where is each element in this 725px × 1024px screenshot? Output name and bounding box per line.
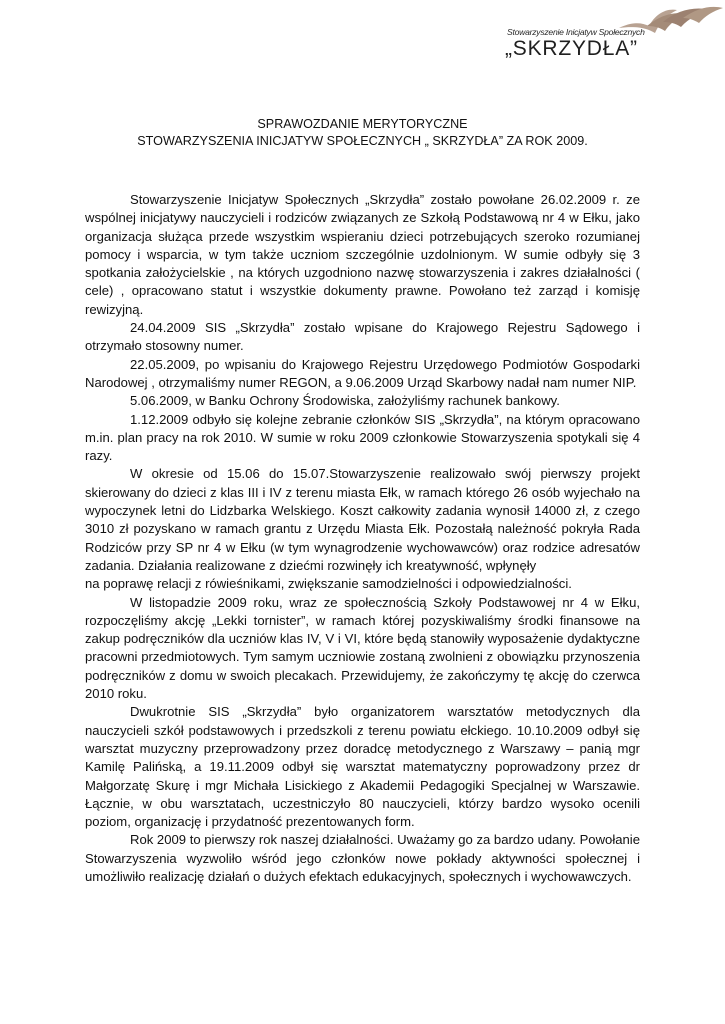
logo-big-text: „SKRZYDŁA” [505,37,638,60]
logo-small-text: Stowarzyszenie Inicjatyw Społecznych [507,27,645,37]
report-title-line-1: SPRAWOZDANIE MERYTORYCZNE [257,117,468,131]
association-logo [503,2,725,66]
report-title-line-2: STOWARZYSZENIA INICJATYW SPOŁECZNYCH „ SKRZYDŁA” ZA ROK 2009. [137,134,588,148]
paragraph-bank-account: 5.06.2009, w Banku Ochrony Środowiska, założyliśmy rachunek bankowy. [130,393,560,409]
paragraph-workshops: Dwukrotnie SIS „Skrzydła” było organizatorem warsztatów metodycznych dla nauczycieli szkół podstawowych i przedszkoli z terenu powiatu ełckiego. 10.10.2009 odbył się warsztat muzyczny przeprowadzony przez doradcę metodycznego z Warszawy – panią mgr Kamilę Palińską, a 19.11.2009 odbył się warsztat matematyczny poprowadzony przez dr Małgorzatę Skurę i mgr Michała Lisickiego z Akademii Pedagogiki Specjalnej w Warszawie. Łącznie, w obu warsztatach, uczestniczyło 80 nauczycieli, którzy bardzo wysoko ocenili poziom, organizację i przydatność prezentowanych form. [85,704,640,830]
report-title [0,116,725,150]
paragraph-members-meeting: 1.12.2009 odbyło się kolejne zebranie członków SIS „Skrzydła”, na którym opracowano m.in. plan pracy na rok 2010. W sumie w roku 2009 członkowie Stowarzyszenia spotykali się 4 razy. [85,411,640,464]
paragraph-summary: Rok 2009 to pierwszy rok naszej działalności. Uważamy go za bardzo udany. Powołanie Stowarzyszenia wyzwoliło wśród jego członków nowe pokłady aktywności społecznej i umożliwiło realizację działań o dużych efektach edukacyjnych, społecznych i wychowawczych. [85,832,640,884]
report-body [85,191,640,886]
paragraph-summer-project: W okresie od 15.06 do 15.07.Stowarzyszenie realizowało swój pierwszy projekt skierowany do dzieci z klas III i IV z terenu miasta Ełk, w ramach którego 26 osób wyjechało na wypoczynek letni do Lidzbarka Welskiego. Koszt całkowity zadania wynosił 14000 zł, z czego 3010 zł pozyskano w ramach grantu z Urzędu Miasta Ełk. Pozostałą należność pokryła Rada Rodziców przy SP nr 4 w Ełku (w tym wynagrodzenie wychowawców) oraz rodzice adresatów zadania. Działania realizowane z dziećmi rozwinęły ich kreatywność, wpłynęły [85,466,640,573]
paragraph-lekki-tornister: W listopadzie 2009 roku, wraz ze społecznością Szkoły Podstawowej nr 4 w Ełku, rozpoczęliśmy akcję „Lekki tornister”, w ramach której pozyskiwaliśmy środki finansowe na zakup podręczników dla uczniów klas IV, V i VI, które będą stanowiły wyposażenie dydaktyczne pracowni przedmiotowych. Tym samym uczniowie zostaną zwolnieni z obowiązku przynoszenia podręczników z domu w swoich plecakach. Przewidujemy, że zakończymy tę akcję do czerwca 2010 roku. [85,594,640,702]
paragraph-founding: Stowarzyszenie Inicjatyw Społecznych „Skrzydła” zostało powołane 26.02.2009 r. ze wspólnej inicjatywy nauczycieli i rodziców związanych ze Szkołą Podstawową nr 4 w Ełku, jako organizacja służąca przede wszystkim wspieraniu dzieci potrzebujących szeroko rozumianej pomocy i wsparcia, w tym także uczniom szczególnie uzdolnionym. W sumie odbyły się 3 spotkania założycielskie , na których uzgodniono nazwę stowarzyszenia i zakres działalności ( cele) , opracowano statut i wszystkie dokumenty prawne. Powołano też zarząd i komisję rewizyjną. [85,192,640,317]
paragraph-regon-nip: 22.05.2009, po wpisaniu do Krajowego Rejestru Urzędowego Podmiotów Gospodarki Narodowej , otrzymaliśmy numer REGON, a 9.06.2009 Urząd Skarbowy nadał nam numer NIP. [85,356,640,390]
paragraph-summer-project-continued: na poprawę relacji z rówieśnikami, zwiększanie samodzielności i odpowiedzialności. [85,576,572,592]
paragraph-court-register: 24.04.2009 SIS „Skrzydła” zostało wpisane do Krajowego Rejestru Sądowego i otrzymało stosowny numer. [85,320,640,354]
